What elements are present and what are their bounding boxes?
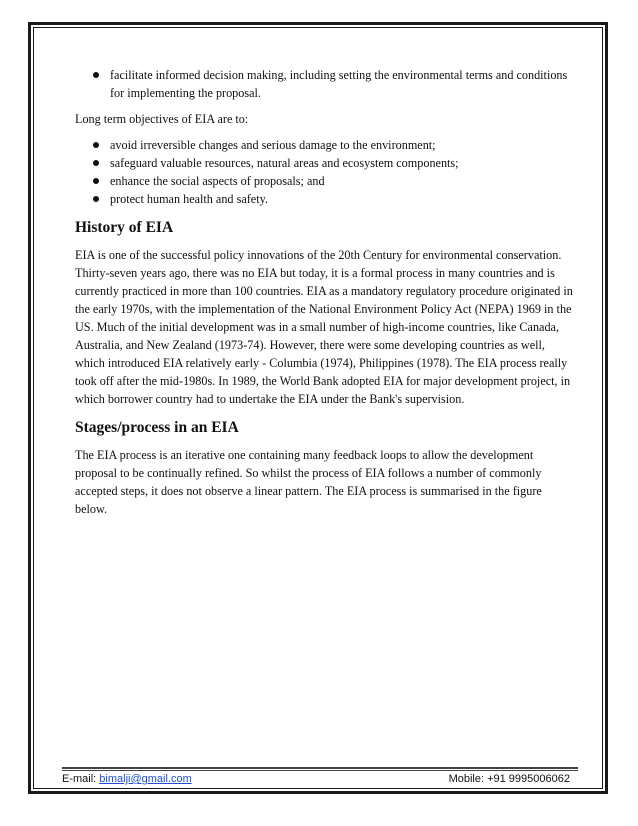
- list-item-text: protect human health and safety.: [110, 192, 268, 206]
- list-item-text: enhance the social aspects of proposals; and: [110, 174, 325, 188]
- bullet-icon: [93, 72, 99, 78]
- footer-divider-thin: [62, 770, 578, 771]
- bullet-icon: [93, 178, 99, 184]
- list-item-text: avoid irreversible changes and serious damage to the environment;: [110, 138, 436, 152]
- footer-divider: [62, 767, 578, 769]
- list-item: [75, 190, 575, 208]
- email-link[interactable]: bimalji@gmail.com: [99, 773, 192, 785]
- list-item-text: safeguard valuable resources, natural areas and ecosystem components;: [110, 156, 459, 170]
- history-heading: History of EIA: [75, 219, 174, 236]
- footer-email: [62, 773, 192, 785]
- list-item: [75, 136, 575, 154]
- document-body: [75, 66, 575, 518]
- history-paragraph: EIA is one of the successful policy innovations of the 20th Century for environmental conservation. Thirty-seven years ago, there was no EIA but today, it is a formal process in many countries and is currently practiced in more than 100 countries. EIA as a mandatory regulatory procedure originated in the early 1970s, with the implementation of the National Environment Policy Act (NEPA) 1969 in the US. Much of the initial development was in a small number of high-income countries, like Canada, Australia, and New Zealand (1973-74). However, there were some developing countries as well, which introduced EIA relatively early - Columbia (1974), Philippines (1978). The EIA process really took off after the mid-1980s. In 1989, the World Bank adopted EIA for major development project, in which borrower country had to undertake the EIA under the Bank's supervision.: [75, 248, 573, 406]
- list-item: [75, 172, 575, 190]
- footer-mobile: Mobile: +91 9995006062: [448, 773, 570, 785]
- top-bullet-list: [75, 66, 575, 102]
- page-footer: [62, 773, 570, 789]
- long-term-intro: Long term objectives of EIA are to:: [75, 112, 249, 126]
- bullet-icon: [93, 160, 99, 166]
- list-item: [75, 66, 575, 102]
- list-item-text: facilitate informed decision making, including setting the environmental terms and conditions for implementing the proposal.: [110, 68, 568, 100]
- email-label: E-mail:: [62, 773, 100, 785]
- list-item: [75, 154, 575, 172]
- bullet-icon: [93, 142, 99, 148]
- stages-heading: Stages/process in an EIA: [75, 419, 239, 436]
- bullet-icon: [93, 196, 99, 202]
- long-term-bullet-list: [75, 136, 575, 208]
- stages-paragraph: The EIA process is an iterative one containing many feedback loops to allow the development proposal to be continually refined. So whilst the process of EIA follows a number of commonly accepted steps, it does not observe a linear pattern. The EIA process is summarised in the figure below.: [75, 448, 542, 516]
